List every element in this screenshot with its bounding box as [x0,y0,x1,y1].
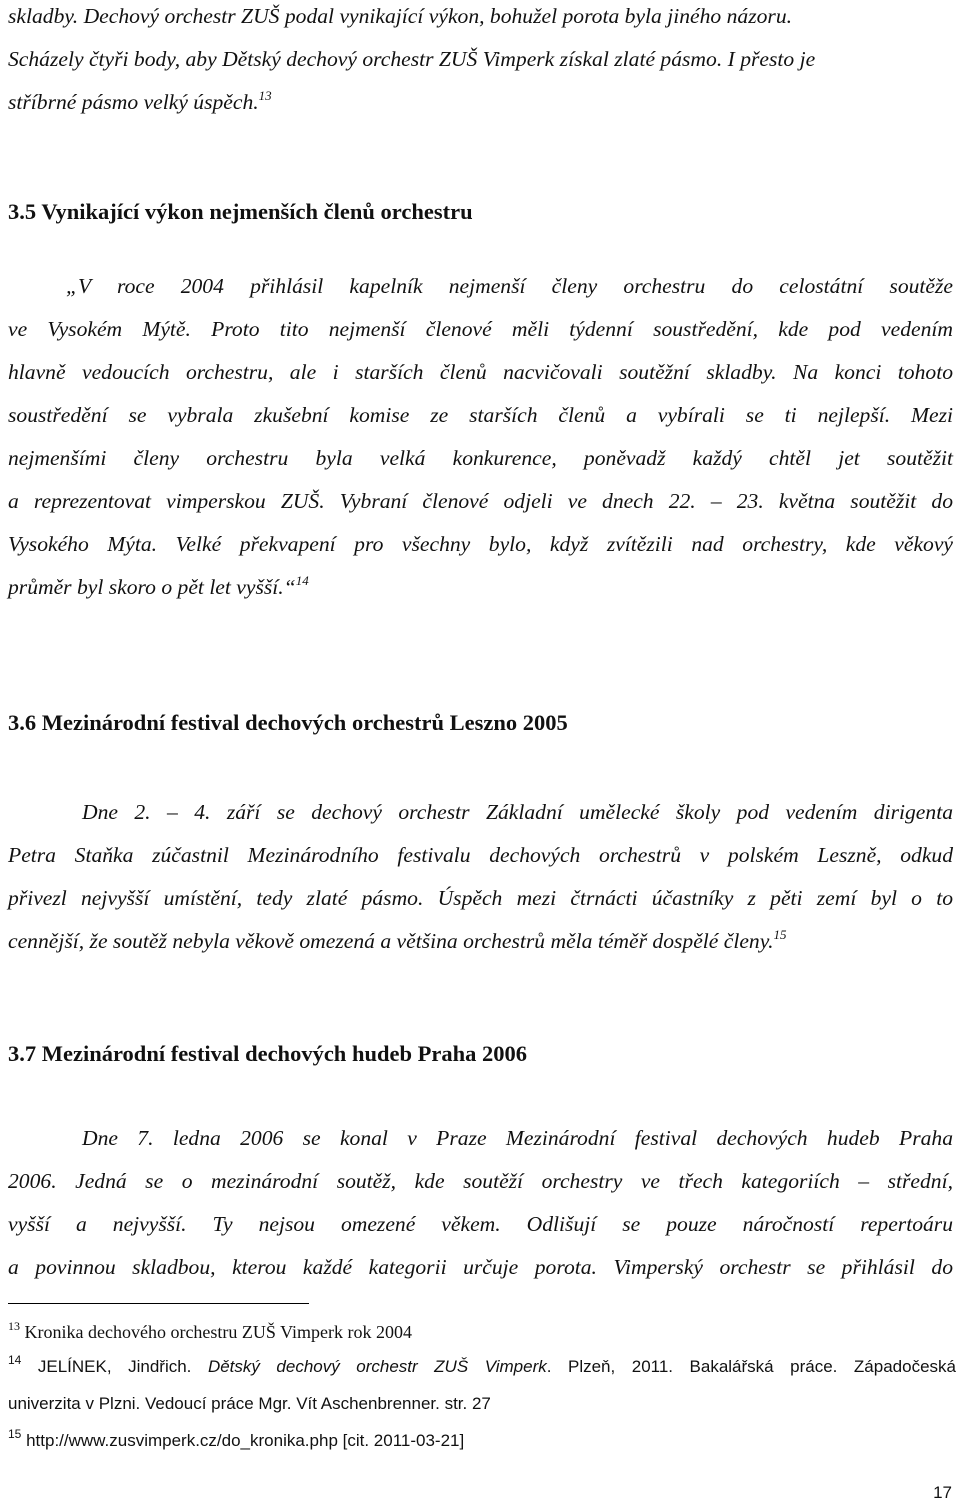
paragraph-line: Scházely čtyři body, aby Dětský dechový orchestr ZUŠ Vimperk získal zlaté pásmo. I přesto je [8,47,816,71]
footnote-ref: 14 [295,573,309,588]
paragraph-line: hlavně vedoucích orchestru, ale i starších členů nacvičovali soutěžní skladby. Na konci tohoto [8,360,953,384]
footnote-text: . Plzeň, 2011. Bakalářská práce. Západočeská [546,1357,956,1376]
footnote-link: http://www.zusvimperk.cz/do_kronika.php [cit. 2011-03-21] [26,1431,465,1450]
paragraph-line: skladby. Dechový orchestr ZUŠ podal vynikající výkon, bohužel porota byla jiného názoru. [8,4,793,28]
paragraph-line: Dne 2. – 4. září se dechový orchestr Základní umělecké školy pod vedením dirigenta [82,800,953,824]
section-heading: 3.7 Mezinárodní festival dechových hudeb Praha 2006 [8,1041,527,1066]
paragraph-text: stříbrné pásmo velký úspěch. [8,90,259,114]
paragraph-line: Dne 7. ledna 2006 se konal v Praze Mezinárodní festival dechových hudeb Praha [82,1126,953,1150]
paragraph-text: cennější, že soutěž nebyla věkově omezená a většina orchestrů měla téměř dospělé členy. [8,929,774,953]
footnote-number: 14 [8,1353,22,1367]
section-heading: 3.6 Mezinárodní festival dechových orchestrů Leszno 2005 [8,710,568,735]
paragraph-line: vyšší a nejvyšší. Ty nejsou omezené věkem. Odlišují se pouze náročností repertoáru [8,1212,953,1236]
footnote-number: 15 [8,1427,22,1441]
paragraph-line [8,88,272,114]
paragraph-text: průměr byl skoro o pět let vyšší.“ [8,575,296,599]
paragraph-line: Vysokého Mýta. Velké překvapení pro všechny bylo, když zvítězili nad orchestry, kde věkový [8,532,953,556]
footnote-13 [8,1319,413,1343]
paragraph-line: a povinnou skladbou, kterou každé kategorii určuje porota. Vimperský orchestr se přihlásil do [8,1255,953,1279]
paragraph-line [8,573,309,599]
page-number: 17 [933,1483,952,1502]
paragraph-line: 2006. Jedná se o mezinárodní soutěž, kde soutěží orchestry ve třech kategoriích – střední, [8,1169,953,1193]
footnote-14-continuation: univerzita v Plzni. Vedoucí práce Mgr. Vít Aschenbrenner. str. 27 [8,1394,491,1413]
paragraph-line: „V roce 2004 přihlásil kapelník nejmenší členy orchestru do celostátní soutěže [66,274,953,298]
footnote-text: Kronika dechového orchestru ZUŠ Vimperk rok 2004 [24,1322,413,1342]
paragraph-line: Petra Staňka zúčastnil Mezinárodního festivalu dechových orchestrů v polském Leszně, odkud [8,843,953,867]
paragraph-line: soustředění se vybrala zkušební komise ze starších členů a vybírali se ti nejlepší. Mezi [8,403,953,427]
footnote-15 [8,1427,465,1451]
footnote-14 [8,1353,956,1377]
paragraph-line: nejmenšími členy orchestru byla velká konkurence, poněvadž každý chtěl jet soutěžit [8,446,953,470]
footnote-number: 13 [8,1319,20,1333]
footnote-title: Dětský dechový orchestr ZUŠ Vimperk [207,1357,547,1376]
footnote-separator [8,1303,309,1304]
footnote-ref: 13 [258,88,272,103]
paragraph-line: ve Vysokém Mýtě. Proto tito nejmenší členové měli týdenní soustředění, kde pod vedením [8,317,953,341]
paragraph-line [8,927,787,953]
footnote-ref: 15 [773,927,787,942]
section-heading: 3.5 Vynikající výkon nejmenších členů orchestru [8,199,473,224]
paragraph-line: přivezl nejvyšší umístění, tedy zlaté pásmo. Úspěch mezi čtrnácti účastníky z pěti zemí byl o to [8,886,953,910]
paragraph-line: a reprezentovat vimperskou ZUŠ. Vybraní členové odjeli ve dnech 22. – 23. května soutěžit do [8,489,953,513]
footnote-author: JELÍNEK, Jindřich. [37,1357,192,1376]
